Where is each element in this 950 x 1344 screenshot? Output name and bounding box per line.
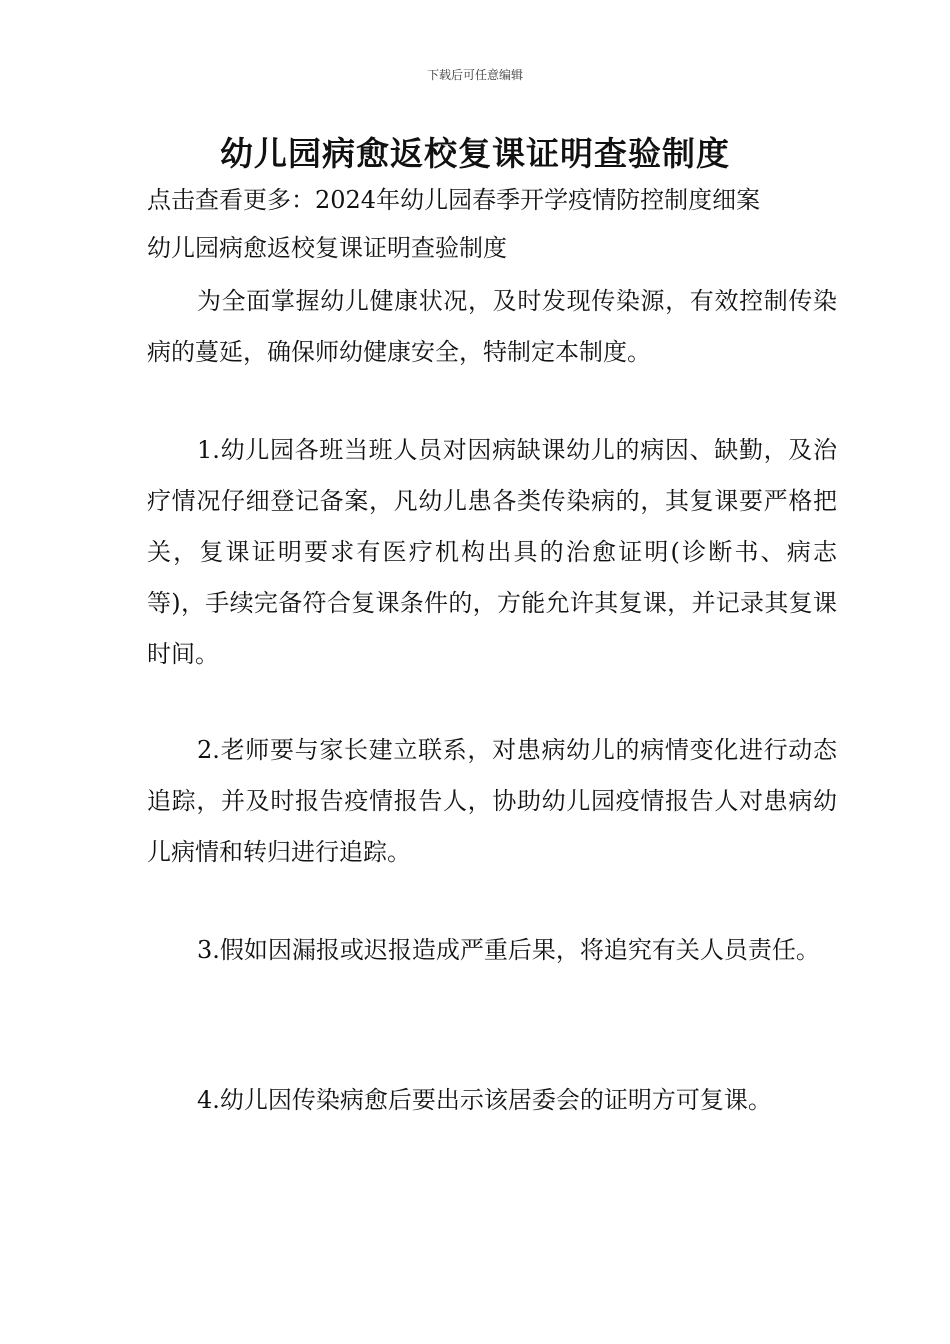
- document-subtitle: 幼儿园病愈返校复课证明查验制度: [147, 234, 507, 262]
- list-item-3: 3.假如因漏报或迟报造成严重后果，将追究有关人员责任。: [197, 936, 820, 964]
- list-item-1: 1.幼儿园各班当班人员对因病缺课幼儿的病因、缺勤，及治疗情况仔细登记备案，凡幼儿患各类传染病的，其复课要严格把关，复课证明要求有医疗机构出具的治愈证明(诊断书、病志等)，手续完备符合复课条件的，方能允许其复课，并记录其复课时间。: [147, 436, 837, 668]
- list-item-4: 4.幼儿因传染病愈后要出示该居委会的证明方可复课。: [197, 1086, 772, 1114]
- intro-paragraph: 为全面掌握幼儿健康状况，及时发现传染源，有效控制传染病的蔓延，确保师幼健康安全，特制定本制度。: [147, 287, 837, 366]
- more-link[interactable]: 点击查看更多：2024年幼儿园春季开学疫情防控制度细案: [147, 186, 761, 214]
- document-title: 幼儿园病愈返校复课证明查验制度: [220, 134, 730, 173]
- header-note: 下载后可任意编辑: [426, 68, 523, 82]
- list-item-2: 2.老师要与家长建立联系，对患病幼儿的病情变化进行动态追踪，并及时报告疫情报告人，协助幼儿园疫情报告人对患病幼儿病情和转归进行追踪。: [147, 736, 837, 866]
